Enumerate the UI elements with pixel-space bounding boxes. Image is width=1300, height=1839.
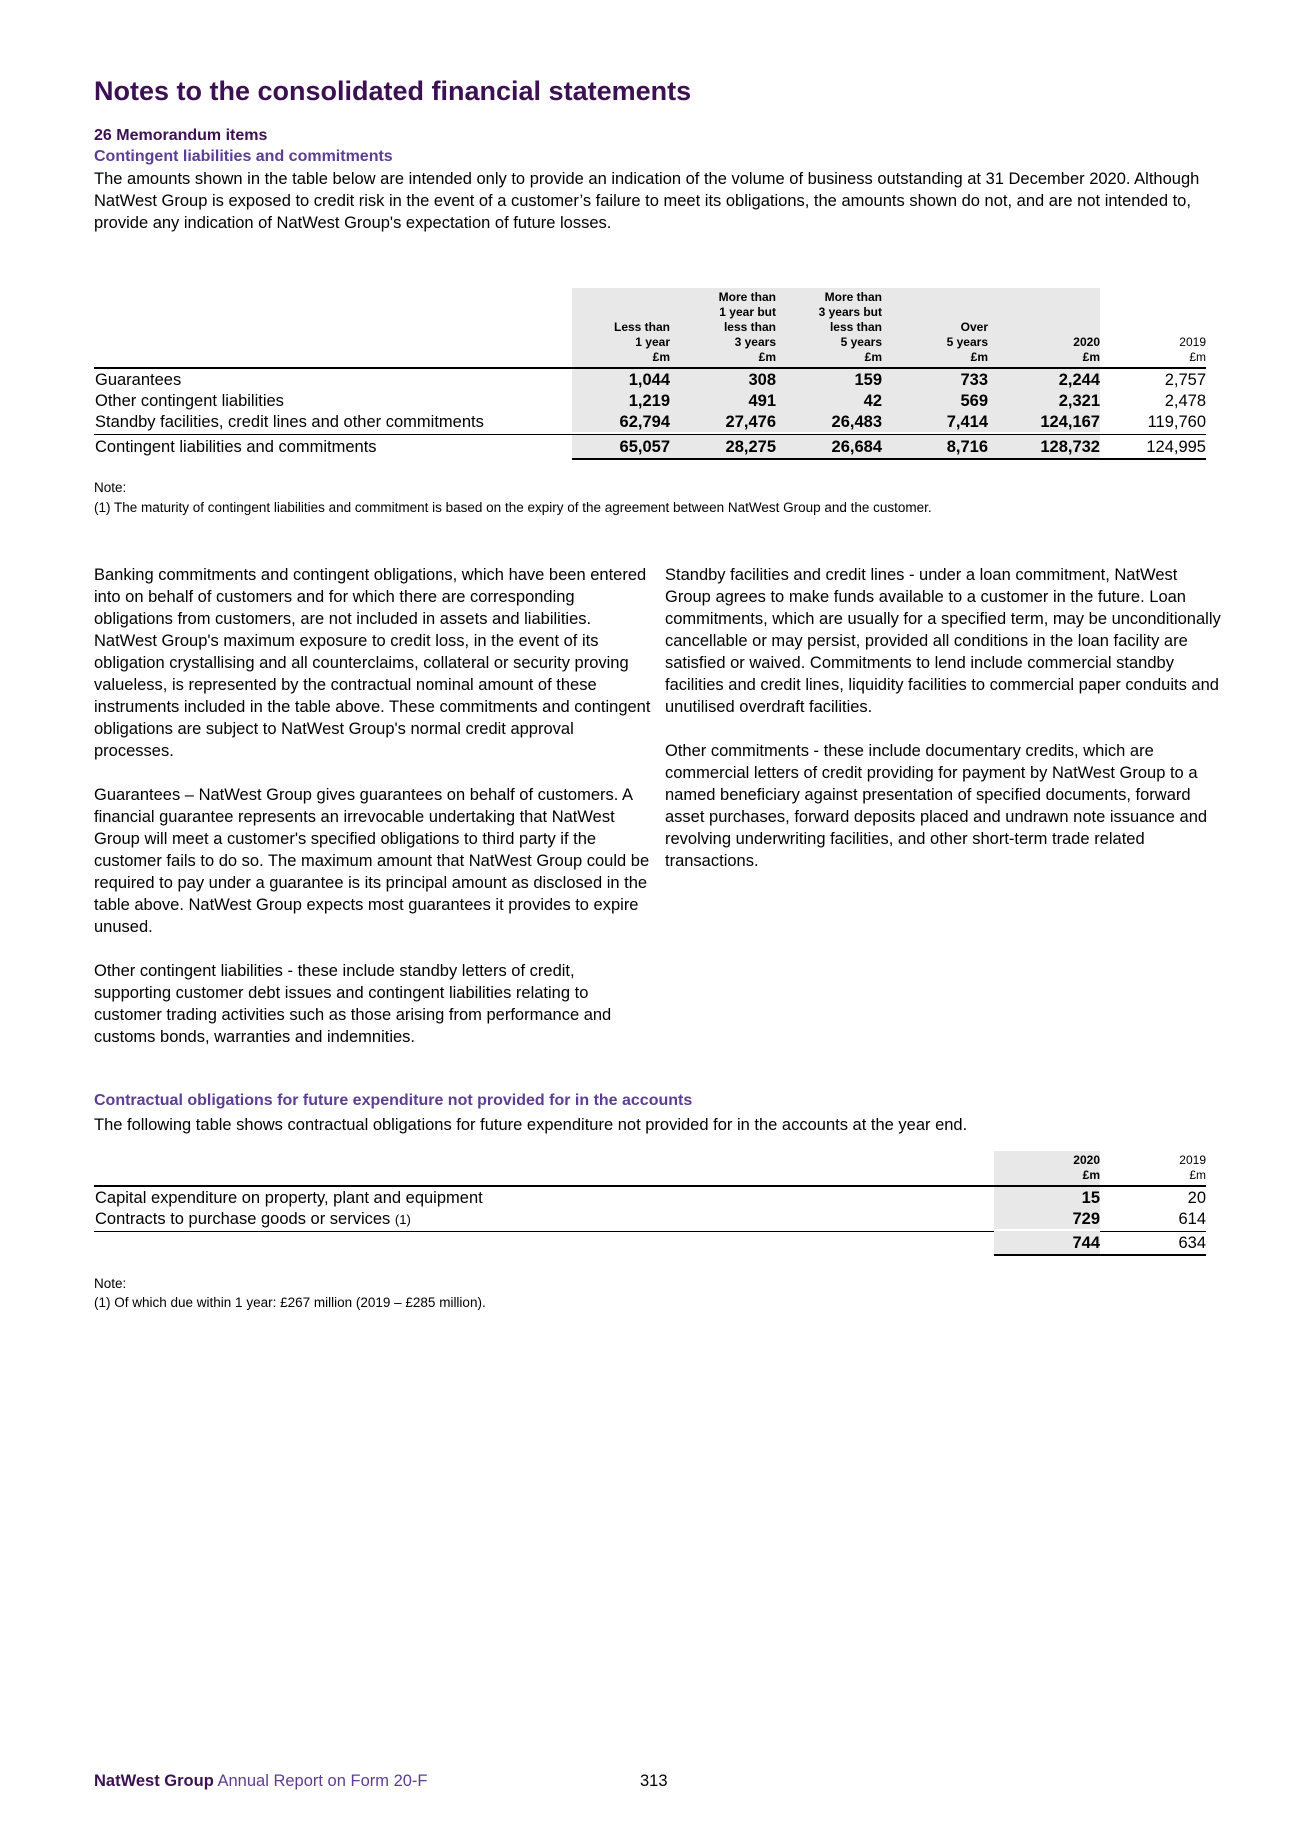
contractual-obligations-table [94, 1151, 1206, 1254]
row-label: Capital expenditure on property, plant and equipment [95, 1189, 483, 1207]
column-header: 2020 £m [1073, 335, 1100, 364]
column-header: Less than 1 year £m [613, 320, 670, 364]
cell: 569 [960, 392, 988, 410]
row-label: Other contingent liabilities [95, 392, 284, 410]
note-label: Note: [94, 480, 127, 495]
cell: 119,760 [1147, 413, 1206, 431]
row-label-text: Contracts to purchase goods or services [95, 1210, 391, 1228]
footer-brand: NatWest Group [94, 1772, 214, 1790]
cell: 634 [1178, 1234, 1206, 1252]
cell: 2,478 [1164, 392, 1206, 410]
footer [94, 1772, 428, 1791]
table-header [94, 288, 1206, 369]
table-row [94, 369, 1206, 390]
table-row [94, 1208, 1206, 1229]
column-header: 2020 £m [1073, 1153, 1100, 1182]
body-paragraph: Other contingent liabilities - these include standby letters of credit, supporting customer debt issues and contingent liabilities relating to customer trading activities such as those arising from performance and customs bonds, warranties and indemnities. [94, 962, 612, 1046]
table-row [94, 1187, 1206, 1208]
cell: 20 [1187, 1189, 1206, 1207]
note-label: Note: [94, 1276, 127, 1291]
page-number: 313 [640, 1772, 668, 1790]
column-header: Over 5 years £m [946, 320, 988, 364]
cell: 744 [1072, 1234, 1100, 1252]
contingent-liabilities-table [94, 288, 1206, 458]
cell: 1,219 [628, 392, 670, 410]
cell: 2,757 [1164, 371, 1206, 389]
cell: 15 [1081, 1189, 1100, 1207]
cell: 733 [960, 371, 988, 389]
column-header: 2019 £m [1179, 335, 1206, 364]
cell: 159 [854, 371, 882, 389]
cell: 2,244 [1058, 371, 1100, 389]
body-paragraph: Guarantees – NatWest Group gives guarantees on behalf of customers. A financial guarantee represents an irrevocable undertaking that NatWest Group will meet a customer's specified obligations to third party if the customer fails to do so. The maximum amount that NatWest Group could be required to pay under a guarantee is its principal amount as disclosed in the table above. NatWest Group expects most guarantees it provides to expire unused. [94, 786, 650, 936]
section-subtitle: Contingent liabilities and commitments [94, 148, 393, 165]
table-row [94, 411, 1206, 432]
table-total-row [94, 1231, 1206, 1254]
cell: 2,321 [1058, 392, 1100, 410]
section2-title: Contractual obligations for future expenditure not provided for in the accounts [94, 1092, 693, 1109]
section-number-title: 26 Memorandum items [94, 127, 268, 144]
section-intro: The amounts shown in the table below are intended only to provide an indication of the volume of business outstanding at 31 December 2020. Although NatWest Group is exposed to credit risk in the event of a customer’s failure to meet its obligations, the amounts shown do not, and are not intended to, provide any indication of NatWest Group's expectation of future losses. [94, 170, 1200, 232]
cell: 308 [748, 371, 776, 389]
table-header [94, 1151, 1206, 1187]
total-label: Contingent liabilities and commitments [95, 438, 377, 456]
cell: 1,044 [628, 371, 670, 389]
cell: 124,995 [1146, 438, 1206, 456]
cell: 729 [1072, 1210, 1100, 1228]
cell: 28,275 [725, 438, 776, 456]
note-text: (1) Of which due within 1 year: £267 million (2019 – £285 million). [94, 1295, 486, 1310]
cell: 62,794 [619, 413, 670, 431]
cell: 65,057 [619, 438, 670, 456]
page-title: Notes to the consolidated financial statements [94, 76, 692, 106]
cell: 7,414 [946, 413, 988, 431]
body-paragraph: Other commitments - these include documentary credits, which are commercial letters of credit providing for payment by NatWest Group to a named beneficiary against presentation of specified documents, forward asset purchases, forward deposits placed and undrawn note issuance and revolving underwriting facilities, and other short-term trade related transactions. [665, 742, 1208, 870]
column-header: More than 1 year but less than 3 years £m [718, 290, 776, 364]
table-total-row [94, 434, 1206, 458]
row-label: Guarantees [95, 371, 182, 389]
body-paragraph: Standby facilities and credit lines - under a loan commitment, NatWest Group agrees to make funds available to a customer in the future. Loan commitments, which are usually for a specified term, may be unconditionally cancellable or may persist, provided all conditions in the loan facility are satisfied or waived. Commitments to lend include commercial standby facilities and credit lines, liquidity facilities to commercial paper conduits and unutilised overdraft facilities. [665, 566, 1221, 716]
row-label: Standby facilities, credit lines and other commitments [95, 413, 484, 431]
cell: 26,483 [831, 413, 882, 431]
column-header: More than 3 years but less than 5 years £m [818, 290, 882, 364]
cell: 124,167 [1040, 413, 1100, 431]
cell: 128,732 [1040, 438, 1100, 456]
table-row [94, 390, 1206, 411]
cell: 27,476 [725, 413, 776, 431]
body-paragraph: Banking commitments and contingent obligations, which have been entered into on behalf of customers and for which there are corresponding obligations from customers, are not included in assets and liabilities. NatWest Group's maximum exposure to credit loss, in the event of its obligation crystallising and all counterclaims, collateral or security proving valueless, is represented by the contractual nominal amount of these instruments included in the table above. These commitments and contingent obligations are subject to NatWest Group's normal credit approval processes. [94, 566, 651, 760]
cell: 614 [1178, 1210, 1206, 1228]
note-reference: (1) [394, 1212, 411, 1227]
cell: 491 [748, 392, 776, 410]
cell: 8,716 [946, 438, 988, 456]
cell: 42 [863, 392, 882, 410]
section2-intro: The following table shows contractual obligations for future expenditure not provided for in the accounts at the year end. [94, 1116, 968, 1134]
footer-title: Annual Report on Form 20-F [217, 1772, 428, 1790]
note-text: (1) The maturity of contingent liabilities and commitment is based on the expiry of the agreement between NatWest Group and the customer. [94, 500, 932, 515]
cell: 26,684 [831, 438, 882, 456]
row-label [95, 1209, 411, 1230]
column-header: 2019 £m [1179, 1153, 1206, 1182]
